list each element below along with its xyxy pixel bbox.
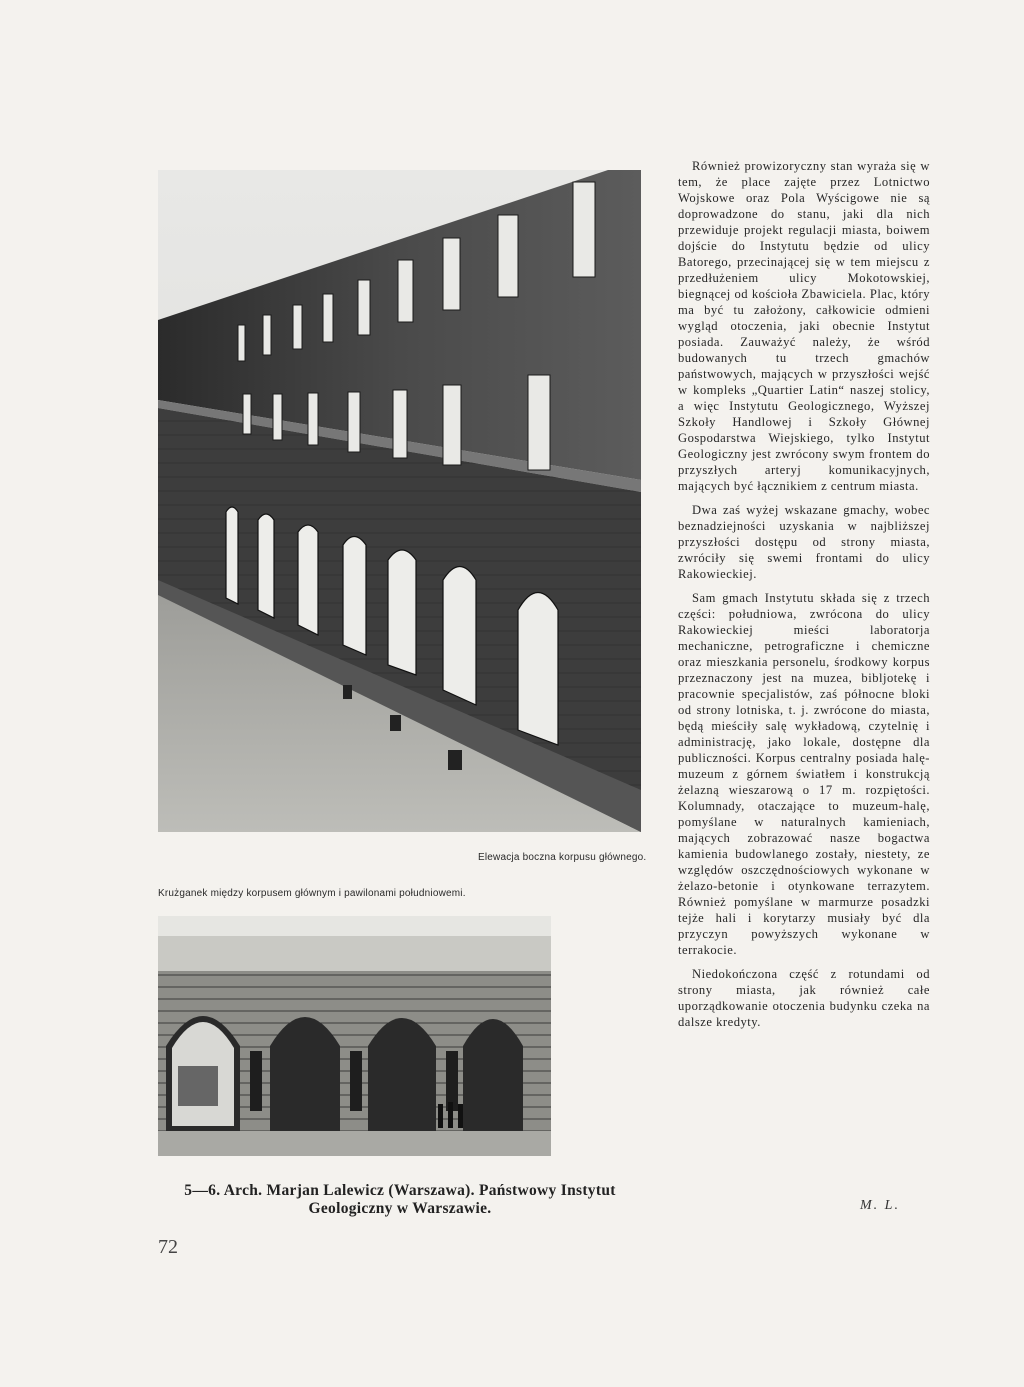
article-paragraph: Dwa zaś wyżej wskazane gmachy, wobec beznadziejności uzyskania w najbliższej przyszłości dostępu od strony miasta, zwróciły się swemi frontami do ulicy Rakowieckiej. (678, 503, 930, 581)
author-signature: M. L. (860, 1198, 900, 1213)
building-elevation-image (158, 170, 641, 832)
article-paragraph: Niedokończona część z rotundami od strony miasta, jak również całe uporządkowanie otoczenia budynku czeka na dalsze kredyty. (678, 967, 930, 1029)
arcade-image (158, 916, 551, 1156)
figure-caption: 5—6. Arch. Marjan Lalewicz (Warszawa). Państwowy Instytut Geologiczny w Warszawie. (184, 1182, 616, 1217)
page-number: 72 (158, 1236, 178, 1258)
photo-arcade (158, 916, 551, 1156)
photo-building-side-elevation (158, 170, 641, 832)
bottom-photo-caption: Krużganek między korpusem głównym i pawilonami południowemi. (158, 888, 466, 899)
article-paragraph: Również prowizoryczny stan wyraża się w tem, że place zajęte przez Lotnictwo Wojskowe oraz Pola Wyścigowe nie są doprowadzone do stanu, jaki dla nich przewiduje projekt regulacji miasta, boiwem dojście do Instytutu będzie od ulicy Batorego, przecinającej się w tem miejscu z przedłużeniem ulicy Mokotowskiej, biegnącej od kościoła Zbawiciela. Plac, który ma być tu założony, całkowicie odmieni wygląd otoczenia, jaki obecnie Instytut posiada. Zauważyć należy, że wśród budowanych tu trzech gmachów państwowych, mających w przyszłości wejść w kompleks „Quartier Latin“ naszej stolicy, a więc Instytutu Geologicznego, Wyższej Szkoły Handlowej i Szkoły Głównej Gospodarstwa Wiejskiego, tylko Instytut Geologiczny jest zwrócony swym frontem do przyszłych arteryj komunikacyjnych, mających być łącznikiem z centrum miasta. (678, 159, 930, 493)
article-paragraph: Sam gmach Instytutu składa się z trzech części: południowa, zwrócona do ulicy Rakowieckiej mieści laboratorja mechaniczne, petrograficzne i chemiczne oraz mieszkania personelu, środkowy korpus przeznaczony jest na muzea, bibljotekę i pracownie specjalistów, zaś północne bloki od strony lotniska, t. j. zwrócone do miasta, będą mieściły salę wykładową, czytelnię i administrację, jako lokale, dostępne dla publiczności. Korpus centralny posiada halę-muzeum z górnem światłem i konstrukcją żelazną wieszarową o 17 m. rozpiętości. Kolumnady, otaczające to muzeum-halę, pomyślane w naturalnych kamieniach, mających zobrazować nasze bogactwa kamienia budowlanego zostały, niestety, ze względów oszczędnościowych wykonane w żelazo-betonie i otynkowane terrazytem. Również pomyślane w marmurze posadzki tejże hali i korytarzy musiały być dla przyczyn powyższych wykonane w terrakocie. (678, 591, 930, 957)
top-photo-caption: Elewacja boczna korpusu głównego. (478, 852, 647, 863)
article-text-column (678, 158, 930, 1038)
